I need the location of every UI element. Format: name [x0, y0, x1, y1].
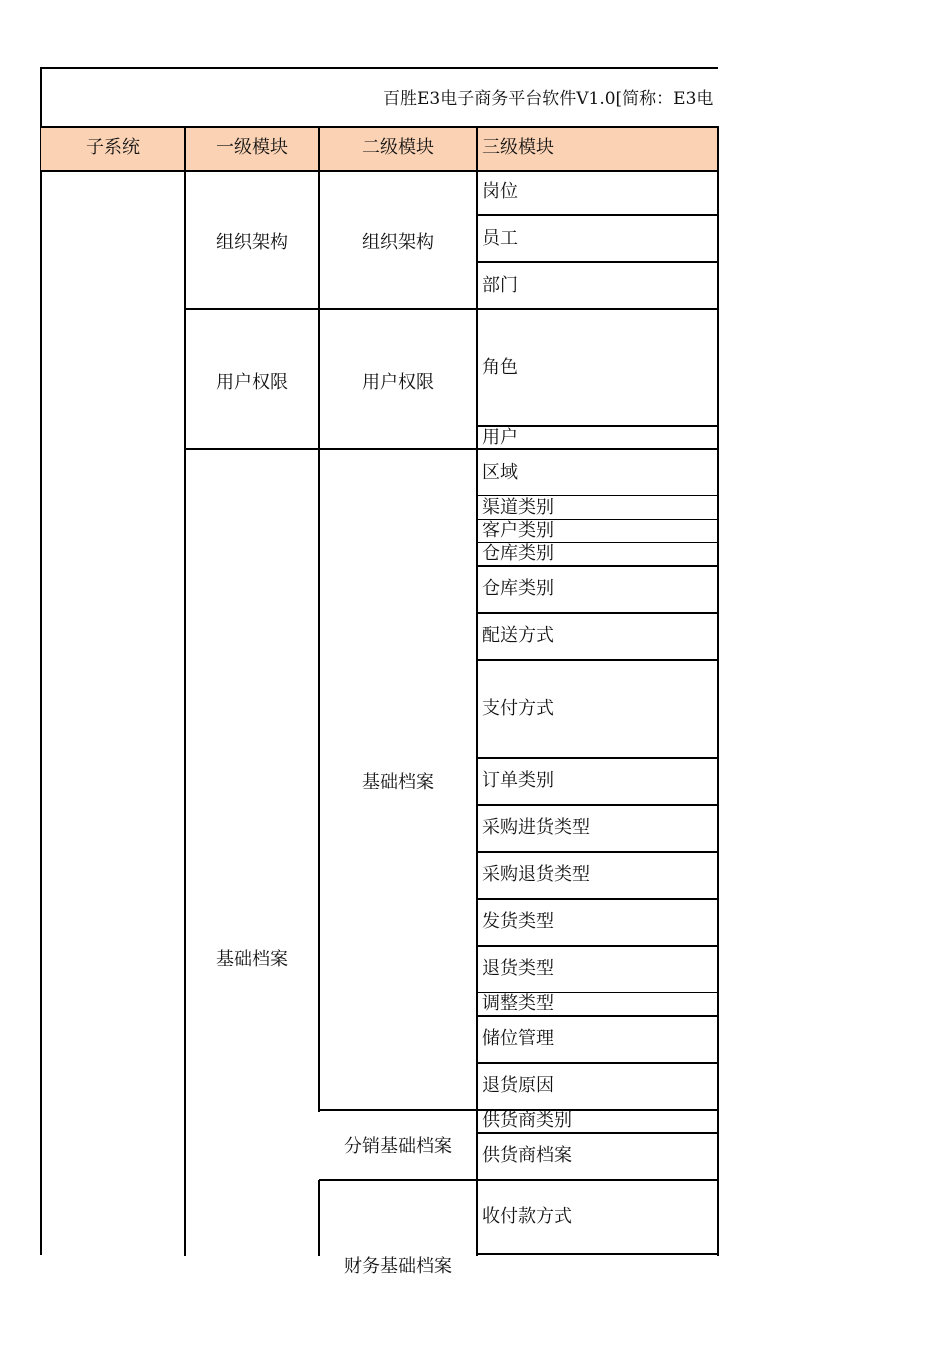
left-border	[40, 67, 42, 1255]
col-line-4	[717, 126, 719, 1256]
sep-dist-finance	[319, 1179, 718, 1181]
level3-item: 支付方式	[482, 698, 554, 719]
document-title: 百胜E3电子商务平台软件V1.0[简称：E3电	[383, 89, 714, 109]
level2-basic: 基础档案	[362, 772, 434, 793]
row-sep	[477, 495, 718, 496]
level3-item: 仓库类别	[482, 543, 554, 564]
level3-item: 发货类型	[482, 911, 554, 932]
level2-finance: 财务基础档案	[344, 1256, 452, 1277]
level3-item: 供货商档案	[482, 1145, 572, 1166]
row-sep	[477, 659, 718, 661]
row-sep	[477, 804, 718, 806]
col-line-2b	[318, 1180, 320, 1256]
row-sep	[477, 565, 718, 567]
level3-item: 客户类别	[482, 520, 554, 541]
level3-item: 收付款方式	[482, 1206, 572, 1227]
level3-item: 岗位	[482, 181, 518, 202]
level3-item: 采购退货类型	[482, 864, 590, 885]
level3-item: 采购进货类型	[482, 817, 590, 838]
header-subsystem: 子系统	[86, 137, 140, 158]
sep-org-perm	[185, 308, 718, 310]
level3-item: 部门	[482, 275, 518, 296]
level2-org: 组织架构	[362, 232, 434, 253]
row-sep	[477, 851, 718, 853]
row-sep	[477, 1062, 718, 1064]
top-border	[41, 67, 718, 69]
level1-basic: 基础档案	[216, 949, 288, 970]
row-sep	[477, 945, 718, 947]
level3-item: 退货原因	[482, 1075, 554, 1096]
level3-item: 供货商类别	[482, 1110, 572, 1131]
col-line-3	[476, 126, 478, 1256]
level3-item: 渠道类别	[482, 497, 554, 518]
sep-perm-basic	[185, 448, 718, 450]
level3-item: 用户	[482, 427, 518, 448]
row-sep	[477, 1253, 718, 1255]
level3-item: 仓库类别	[482, 578, 554, 599]
row-sep	[477, 214, 718, 216]
level3-item: 订单类别	[482, 770, 554, 791]
row-sep	[477, 261, 718, 263]
level1-org: 组织架构	[216, 232, 288, 253]
col-line-1	[184, 126, 186, 1256]
header-level3: 三级模块	[482, 137, 554, 158]
level3-item: 配送方式	[482, 625, 554, 646]
level1-perm: 用户权限	[216, 372, 288, 393]
level3-item: 退货类型	[482, 958, 554, 979]
row-sep	[477, 1015, 718, 1017]
level2-perm: 用户权限	[362, 372, 434, 393]
header-level1: 一级模块	[216, 137, 288, 158]
row-sep	[477, 612, 718, 614]
level3-item: 储位管理	[482, 1028, 554, 1049]
level3-item: 调整类型	[482, 993, 554, 1014]
level3-item: 区域	[482, 462, 518, 483]
level3-item: 角色	[482, 357, 518, 378]
row-sep	[477, 757, 718, 759]
header-level2: 二级模块	[362, 137, 434, 158]
level2-dist: 分销基础档案	[344, 1136, 452, 1157]
row-sep	[477, 898, 718, 900]
row-sep	[477, 1132, 718, 1134]
level3-item: 员工	[482, 228, 518, 249]
